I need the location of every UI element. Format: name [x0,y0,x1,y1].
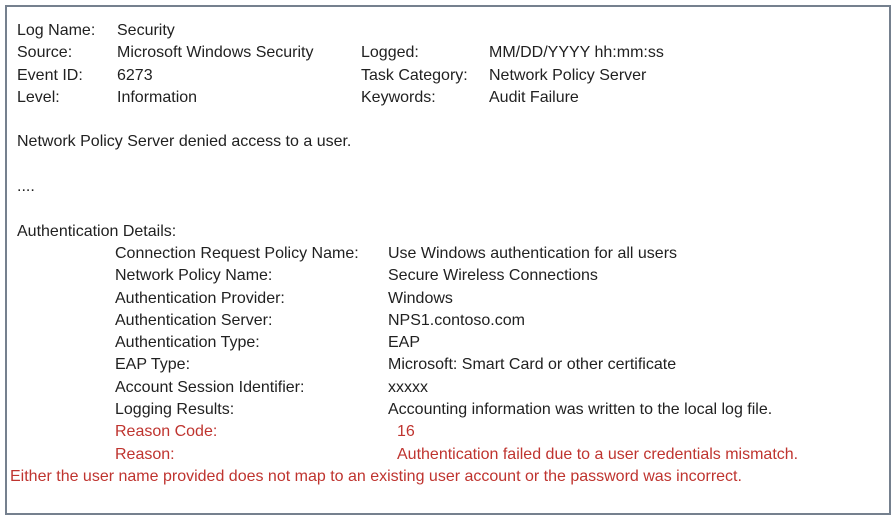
authentication-provider-value: Windows [388,289,453,307]
network-policy-label: Network Policy Name: [115,267,273,285]
detail-row-connection-request-policy [17,243,879,265]
header-row-event-id [17,65,879,87]
logging-results-value: Accounting information was written to the local log file. [388,401,773,419]
logged-label: Logged: [361,44,419,62]
detail-row-account-session-identifier [17,377,879,399]
authentication-server-label: Authentication Server: [115,311,273,329]
reason-code-value: 16 [397,423,415,441]
header-row-source [17,42,879,64]
keywords-value: Audit Failure [489,88,579,106]
reason-value: Authentication failed due to a user credentials mismatch. [397,445,799,463]
source-label: Source: [17,44,73,62]
header-empty-label [361,20,489,42]
event-id-label: Event ID: [17,66,83,84]
detail-row-reason-code [17,421,879,443]
detail-row-eap-type [17,354,879,376]
detail-row-authentication-server [17,310,879,332]
spacer [17,198,879,220]
truncation-ellipsis: .... [17,178,35,196]
account-session-identifier-value: xxxxx [388,378,428,396]
reason-explanation-text: Either the user name provided does not map to an existing user account or the password was incorrect. [10,467,742,485]
reason-label: Reason: [115,445,175,463]
log-name-value: Security [117,22,175,39]
source-value: Microsoft Windows Security [117,44,314,62]
connection-request-policy-value: Use Windows authentication for all users [388,244,678,262]
header-row-log-name [17,20,879,42]
connection-request-policy-label: Connection Request Policy Name: [115,244,359,262]
account-session-identifier-label: Account Session Identifier: [115,378,305,396]
authentication-type-value: EAP [388,334,421,352]
task-category-value: Network Policy Server [489,66,647,84]
detail-row-network-policy [17,265,879,287]
level-value: Information [117,88,198,106]
detail-row-logging-results [17,399,879,421]
keywords-label: Keywords: [361,88,436,106]
level-label: Level: [17,88,60,106]
header-row-level [17,87,879,109]
eap-type-value: Microsoft: Smart Card or other certificate [388,356,677,374]
spacer [17,154,879,176]
authentication-type-label: Authentication Type: [115,334,260,352]
logged-value: MM/DD/YYYY hh:mm:ss [489,44,664,62]
event-log-panel [5,5,891,515]
event-log-content [7,7,889,488]
detail-row-authentication-type [17,332,879,354]
network-policy-value: Secure Wireless Connections [388,267,598,285]
task-category-label: Task Category: [361,66,468,84]
event-id-value: 6273 [117,66,153,84]
detail-row-reason [17,444,879,466]
eap-type-label: EAP Type: [115,356,191,374]
logging-results-label: Logging Results: [115,401,235,419]
authentication-provider-label: Authentication Provider: [115,289,285,307]
log-name-label: Log Name: [17,22,96,39]
authentication-server-value: NPS1.contoso.com [388,311,525,329]
spacer [17,109,879,131]
reason-code-label: Reason Code: [115,423,218,441]
detail-row-authentication-provider [17,288,879,310]
event-description: Network Policy Server denied access to a user. [17,133,352,151]
authentication-details-title: Authentication Details: [17,222,177,240]
header-empty-value [489,20,879,42]
